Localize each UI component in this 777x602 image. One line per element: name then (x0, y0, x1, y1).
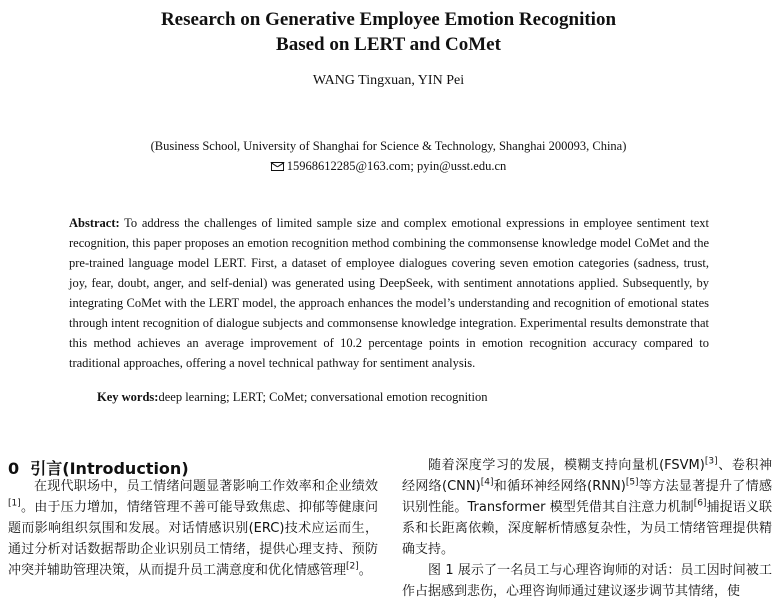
citation[interactable]: [5] (625, 477, 639, 488)
citation[interactable]: [6] (693, 498, 707, 509)
keywords-colon: : (154, 390, 159, 404)
right-column (402, 455, 772, 602)
abstract-label: Abstract (69, 216, 116, 230)
citation[interactable]: [1] (8, 498, 21, 509)
affiliation: (Business School, University of Shanghai for Science & Technology, Shanghai 200093, China) (150, 139, 627, 153)
paragraph (402, 455, 772, 560)
paper-title (0, 7, 777, 57)
title-line-2: Based on LERT and CoMet (276, 34, 501, 55)
envelope-icon (271, 162, 284, 171)
email-line (0, 156, 777, 176)
abstract-colon: : (115, 216, 120, 230)
title-line-1: Research on Generative Employee Emotion Recognition (160, 9, 617, 30)
text-run: 、卷积神经网络(CNN) (402, 458, 772, 494)
section-title: 引言(Introduction) (30, 459, 189, 478)
keywords-text: deep learning; LERT; CoMet; conversational emotion recognition (158, 390, 488, 404)
text-run: 随着深度学习的发展，模糊支持向量机(FSVM) (428, 458, 705, 473)
paragraph (8, 476, 378, 581)
paragraph: 图 1 展示了一名员工与心理咨询师的对话：员工因时间被工作占据感到悲伤，心理咨询师通过建议逐步调节其情绪，使 (402, 563, 772, 599)
left-column (8, 476, 378, 581)
text-run: 和循环神经网络(RNN) (493, 479, 626, 494)
authors: WANG Tingxuan, YIN Pei (312, 73, 465, 88)
keywords-label: Key words (97, 390, 155, 404)
citation[interactable]: [3] (704, 456, 718, 467)
affiliation-block (0, 136, 777, 176)
emails: 15968612285@163.com; pyin@usst.edu.cn (286, 159, 507, 173)
text-run: 等方法显著提升了情感识别性能。Transformer 模型凭借其自注意力机制 (402, 479, 772, 515)
text-run: 捕捉语义联系和长距离依赖，深度解析情感复杂性，为员工情绪管理提供精确支持。 (402, 500, 772, 557)
citation[interactable]: [2] (346, 561, 359, 572)
abstract (69, 213, 709, 373)
abstract-text: To address the challenges of limited sample size and complex emotional expressions in employee sentiment text recognition, this paper proposes an emotion recognition method combining the commonsense knowledge model CoMet and the pre-trained language model LERT. First, a dataset of employee dialogues covering seven emotion categories (sadness, trust, joy, fear, doubt, anger, and self-denial) was generated using DeepSeek, with sentiment annotations applied. Subsequently, by integrating CoMet with the LERT model, the approach enhances the model’s understanding and recognition of emotional states through intent recognition of dialogue subjects and commonsense knowledge integration. Experimental results demonstrate that this method achieves an average improvement of 10.2 percentage points in emotion recognition accuracy compared to traditional approaches, offering a novel technical pathway for sentiment analysis. (69, 216, 709, 370)
citation[interactable]: [4] (480, 477, 494, 488)
text-run: 在现代职场中，员工情绪问题显著影响工作效率和企业绩效 (34, 479, 378, 494)
text-run: 。 (358, 563, 372, 578)
keywords (97, 390, 488, 405)
section-number: 0 (8, 459, 20, 478)
text-run: 。由于压力增加，情绪管理不善可能导致焦虑、抑郁等健康问题而影响组织氛围和发展。对话情感识别(ERC)技术应运而生，通过分析对话数据帮助企业识别员工情绪，提供心理支持、预防冲突并辅助管理决策，从而提升员工满意度和优化情感管理 (8, 500, 378, 578)
